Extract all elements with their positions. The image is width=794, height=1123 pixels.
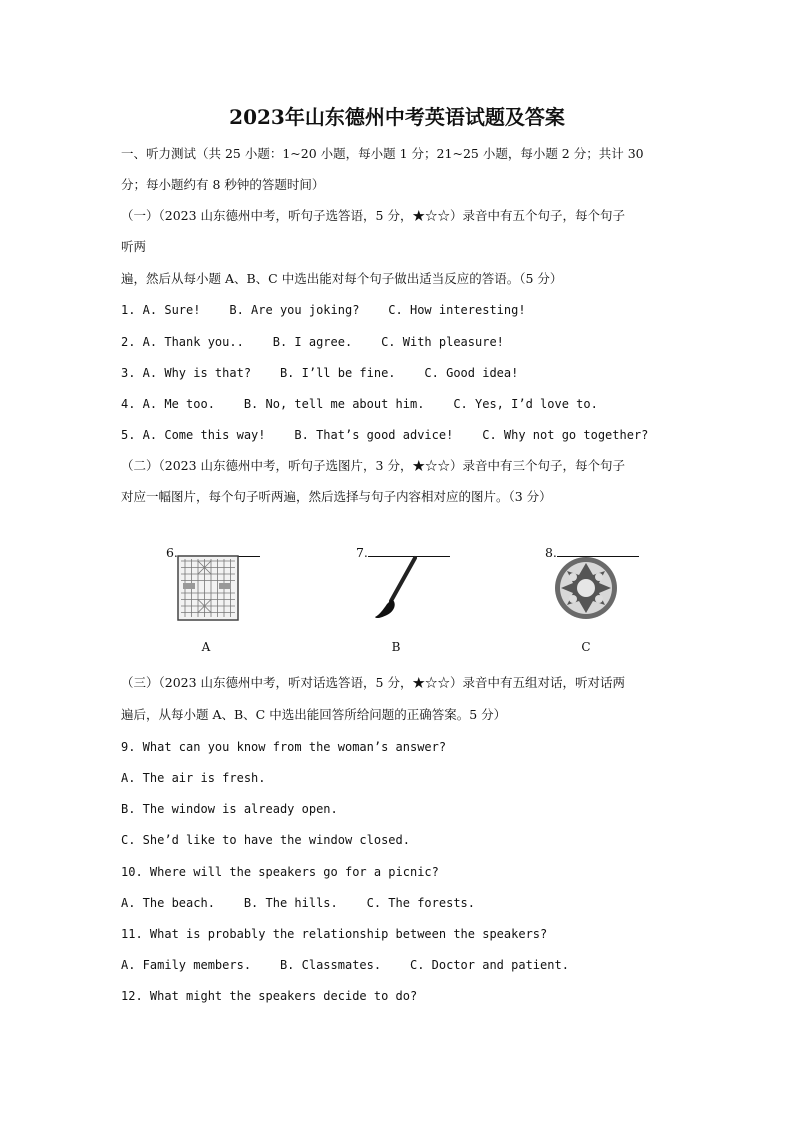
question-10: 10. Where will the speakers go for a picnic? bbox=[121, 865, 439, 879]
section1-line-1: （一）（2023 山东德州中考，听句子选答语，5 分，★☆☆）录音中有五个句子，每个句子 bbox=[121, 208, 625, 223]
question-4: 4. A. Me too. B. No, tell me about him. C. Yes, I’d love to. bbox=[121, 397, 598, 411]
question-6-number: 6. bbox=[165, 545, 178, 560]
intro-line-2: 分；每小题约有 8 秒钟的答题时间） bbox=[121, 177, 325, 192]
intro-line-1: 一、听力测试（共 25 小题：1~20 小题，每小题 1 分；21~25 小题，每小题 2 分；共计 30 bbox=[121, 146, 644, 161]
section1-line-3: 遍，然后从每小题 A、B、C 中选出能对每个句子做出适当反应的答语。（5 分） bbox=[121, 271, 563, 286]
question-9-option-b: B. The window is already open. bbox=[121, 802, 338, 816]
question-2: 2. A. Thank you.. B. I agree. C. With pleasure! bbox=[121, 335, 504, 349]
question-9-option-c: C. She’d like to have the window closed. bbox=[121, 833, 410, 847]
brush-icon bbox=[373, 555, 419, 625]
paper-cut-icon bbox=[553, 555, 619, 625]
page-title: 2023年山东德州中考英语试题及答案 bbox=[229, 105, 565, 129]
section3-line-2: 遍后，从每小题 A、B、C 中选出能回答所给问题的正确答案。5 分） bbox=[121, 707, 507, 722]
question-11: 11. What is probably the relationship between the speakers? bbox=[121, 927, 548, 941]
question-7-number: 7. bbox=[355, 545, 368, 560]
section3-line-1: （三）（2023 山东德州中考，听对话选答语，5 分，★☆☆）录音中有五组对话，听对话两 bbox=[121, 675, 625, 690]
question-9: 9. What can you know from the woman’s answer? bbox=[121, 740, 447, 754]
question-10-options: A. The beach. B. The hills. C. The forests. bbox=[121, 896, 476, 910]
picture-label-c: C bbox=[581, 640, 591, 654]
question-8-number: 8. bbox=[544, 545, 557, 560]
question-11-options: A. Family members. B. Classmates. C. Doctor and patient. bbox=[121, 958, 569, 972]
question-9-option-a: A. The air is fresh. bbox=[121, 771, 266, 785]
question-1: 1. A. Sure! B. Are you joking? C. How interesting! bbox=[121, 303, 526, 317]
question-5: 5. A. Come this way! B. That’s good advice! C. Why not go together? bbox=[121, 428, 649, 442]
picture-label-a: A bbox=[201, 640, 211, 654]
question-3: 3. A. Why is that? B. I’ll be fine. C. Good idea! bbox=[121, 366, 519, 380]
section2-line-2: 对应一幅图片，每个句子听两遍，然后选择与句子内容相对应的图片。（3 分） bbox=[121, 489, 552, 504]
question-12: 12. What might the speakers decide to do? bbox=[121, 989, 418, 1003]
chess-board-icon bbox=[177, 555, 239, 625]
picture-label-b: B bbox=[391, 640, 401, 654]
section1-line-2: 听两 bbox=[121, 239, 147, 254]
section2-line-1: （二）（2023 山东德州中考，听句子选图片，3 分，★☆☆）录音中有三个句子，每个句子 bbox=[121, 458, 625, 473]
